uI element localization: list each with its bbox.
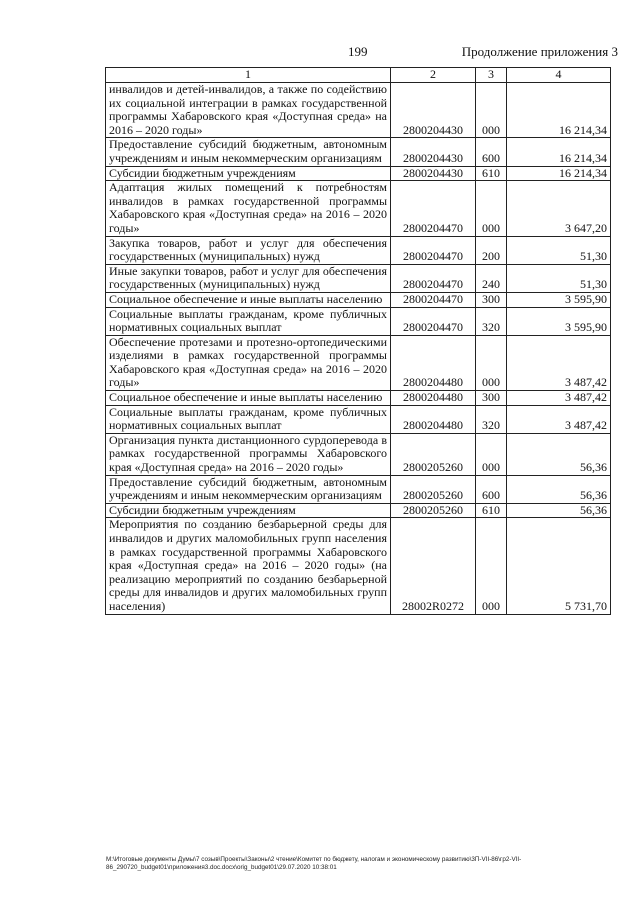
file-path-footer: M:\Итоговые документы Думы\7 созыв\Проекты\Законы\2 чтение\Комитет по бюджету, налогам и экономическому развитию\3П-VII-86\гр2-VII-86_290720_budget01\приложения3.doc.docx\orig_budget01\29.07.2020 10:38:01 <box>106 856 522 871</box>
amount-cell: 3 595,90 <box>507 307 611 335</box>
amount-cell: 3 487,42 <box>507 405 611 433</box>
amount-cell: 3 487,42 <box>507 335 611 390</box>
table-row <box>106 236 611 264</box>
target-article-code-cell: 2800204430 <box>391 138 476 166</box>
expense-type-cell: 600 <box>476 475 507 503</box>
target-article-code-cell: 2800205260 <box>391 433 476 475</box>
target-article-code-cell: 2800205260 <box>391 503 476 518</box>
column-header: 3 <box>476 68 507 83</box>
target-article-code-cell: 2800204430 <box>391 166 476 181</box>
row-name-cell: инвалидов и детей-инвалидов, а также по содействию их социальной интеграции в рамках государственной программы Хабаровского края «Доступная среда» на 2016 – 2020 годы» <box>106 83 391 138</box>
table-row <box>106 138 611 166</box>
table-row <box>106 292 611 307</box>
row-name-cell: Социальное обеспечение и иные выплаты населению <box>106 292 391 307</box>
table-row <box>106 503 611 518</box>
target-article-code-cell: 2800204470 <box>391 264 476 292</box>
row-name-cell: Социальные выплаты гражданам, кроме публичных нормативных социальных выплат <box>106 307 391 335</box>
row-name-cell: Социальные выплаты гражданам, кроме публичных нормативных социальных выплат <box>106 405 391 433</box>
amount-cell: 3 595,90 <box>507 292 611 307</box>
table-header-row <box>106 68 611 83</box>
row-name-cell: Иные закупки товаров, работ и услуг для обеспечения государственных (муниципальных) нужд <box>106 264 391 292</box>
table-row <box>106 83 611 138</box>
expense-type-cell: 000 <box>476 518 507 614</box>
expense-type-cell: 600 <box>476 138 507 166</box>
appendix-continuation-note: Продолжение приложения 3 <box>461 44 618 59</box>
page-number: 199 <box>348 44 368 59</box>
target-article-code-cell: 2800204470 <box>391 181 476 236</box>
table-row <box>106 518 611 614</box>
column-header: 1 <box>106 68 391 83</box>
amount-cell: 16 214,34 <box>507 138 611 166</box>
target-article-code-cell: 2800204470 <box>391 292 476 307</box>
amount-cell: 51,30 <box>507 264 611 292</box>
column-header: 2 <box>391 68 476 83</box>
amount-cell: 51,30 <box>507 236 611 264</box>
table-row <box>106 475 611 503</box>
table-row <box>106 405 611 433</box>
target-article-code-cell: 2800204480 <box>391 405 476 433</box>
expense-type-cell: 000 <box>476 83 507 138</box>
expense-type-cell: 000 <box>476 181 507 236</box>
expense-type-cell: 300 <box>476 391 507 406</box>
table-row <box>106 264 611 292</box>
row-name-cell: Предоставление субсидий бюджетным, автономным учреждениям и иным некоммерческим организациям <box>106 138 391 166</box>
row-name-cell: Субсидии бюджетным учреждениям <box>106 503 391 518</box>
row-name-cell: Социальное обеспечение и иные выплаты населению <box>106 391 391 406</box>
amount-cell: 56,36 <box>507 475 611 503</box>
column-header: 4 <box>507 68 611 83</box>
target-article-code-cell: 2800205260 <box>391 475 476 503</box>
target-article-code-cell: 2800204480 <box>391 391 476 406</box>
expense-type-cell: 240 <box>476 264 507 292</box>
amount-cell: 3 487,42 <box>507 391 611 406</box>
target-article-code-cell: 2800204470 <box>391 236 476 264</box>
table-row <box>106 433 611 475</box>
amount-cell: 56,36 <box>507 433 611 475</box>
table-row <box>106 166 611 181</box>
table-row <box>106 307 611 335</box>
expense-type-cell: 610 <box>476 503 507 518</box>
target-article-code-cell: 2800204430 <box>391 83 476 138</box>
row-name-cell: Адаптация жилых помещений к потребностям инвалидов в рамках государственной программы Хабаровского края «Доступная среда» на 2016 – 2020 годы» <box>106 181 391 236</box>
expense-type-cell: 300 <box>476 292 507 307</box>
expense-type-cell: 610 <box>476 166 507 181</box>
amount-cell: 56,36 <box>507 503 611 518</box>
amount-cell: 5 731,70 <box>507 518 611 614</box>
target-article-code-cell: 2800204470 <box>391 307 476 335</box>
expense-type-cell: 320 <box>476 307 507 335</box>
target-article-code-cell: 28002R0272 <box>391 518 476 614</box>
amount-cell: 16 214,34 <box>507 83 611 138</box>
table-row <box>106 335 611 390</box>
target-article-code-cell: 2800204480 <box>391 335 476 390</box>
amount-cell: 3 647,20 <box>507 181 611 236</box>
expense-type-cell: 000 <box>476 335 507 390</box>
row-name-cell: Предоставление субсидий бюджетным, автономным учреждениям и иным некоммерческим организациям <box>106 475 391 503</box>
row-name-cell: Организация пункта дистанционного сурдоперевода в рамках государственной программы Хабаровского края «Доступная среда» на 2016 – 2020 годы» <box>106 433 391 475</box>
budget-table <box>105 67 611 615</box>
table-row <box>106 391 611 406</box>
expense-type-cell: 200 <box>476 236 507 264</box>
amount-cell: 16 214,34 <box>507 166 611 181</box>
row-name-cell: Мероприятия по созданию безбарьерной среды для инвалидов и других маломобильных групп населения в рамках государственной программы Хабаровского края «Доступная среда» на 2016 – 2020 годы» (на реализацию мероприятий по созданию безбарьерной среды для инвалидов и других маломобильных групп населения) <box>106 518 391 614</box>
expense-type-cell: 320 <box>476 405 507 433</box>
expense-type-cell: 000 <box>476 433 507 475</box>
row-name-cell: Закупка товаров, работ и услуг для обеспечения государственных (муниципальных) нужд <box>106 236 391 264</box>
table-row <box>106 181 611 236</box>
row-name-cell: Обеспечение протезами и протезно-ортопедическими изделиями в рамках государственной программы Хабаровского края «Доступная среда» на 2016 – 2020 годы» <box>106 335 391 390</box>
row-name-cell: Субсидии бюджетным учреждениям <box>106 166 391 181</box>
